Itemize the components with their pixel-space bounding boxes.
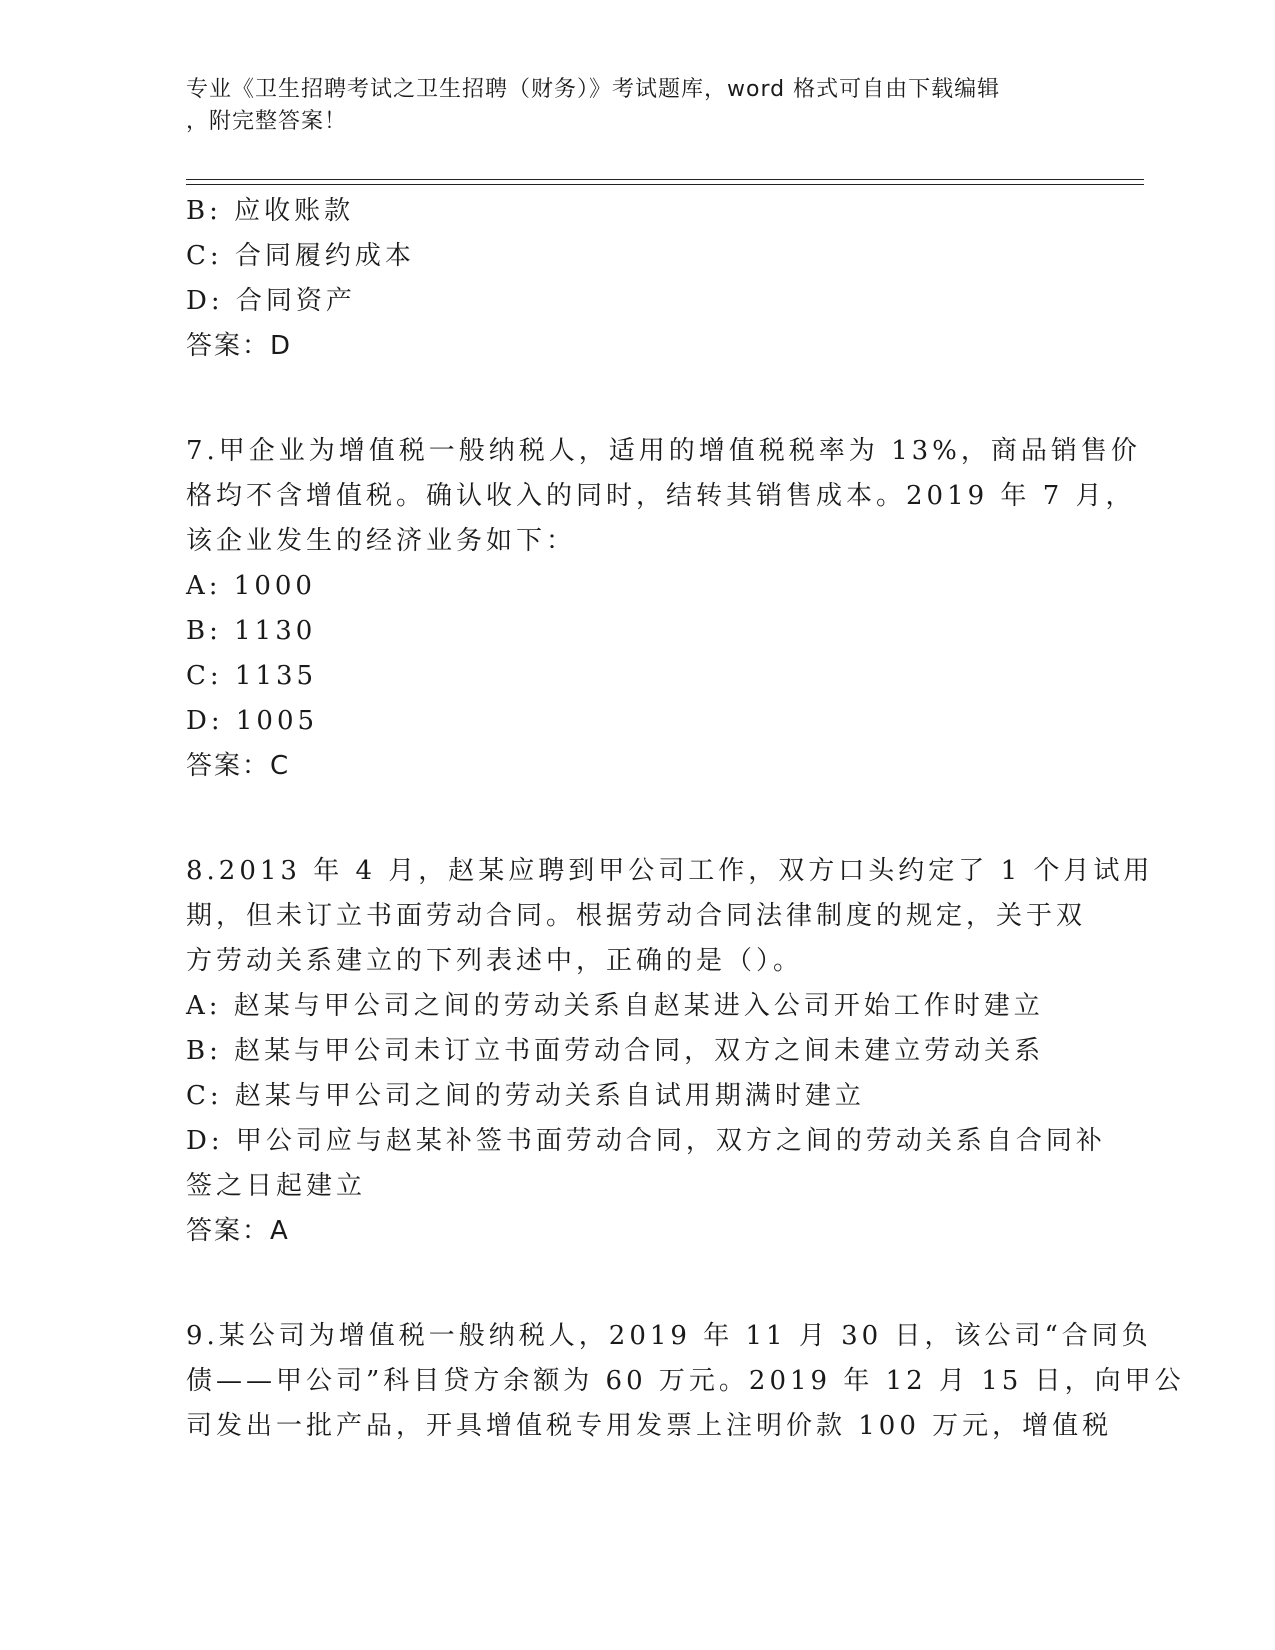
option-line: B: 赵某与甲公司未订立书面劳动合同，双方之间未建立劳动关系 xyxy=(186,1036,1045,1066)
answer-line: 答案：A xyxy=(186,1216,290,1246)
block-spacer xyxy=(186,369,1086,429)
option-line: D: 甲公司应与赵某补签书面劳动合同，双方之间的劳动关系自合同补 xyxy=(186,1126,1106,1156)
option-line: B: 应收账款 xyxy=(186,196,355,226)
option-line: A: 赵某与甲公司之间的劳动关系自赵某进入公司开始工作时建立 xyxy=(186,991,1044,1021)
question-text-line: 司发出一批产品，开具增值税专用发票上注明价款 100 万元，增值税 xyxy=(186,1411,1113,1441)
question-block-q6-tail xyxy=(186,189,1086,369)
question-block-q7 xyxy=(186,429,1141,789)
option-line: C: 1135 xyxy=(186,661,318,691)
option-line: A: 1000 xyxy=(186,571,316,601)
block-spacer xyxy=(186,789,1086,849)
header-divider-top xyxy=(186,179,1144,180)
option-line: C: 赵某与甲公司之间的劳动关系自试用期满时建立 xyxy=(186,1081,865,1111)
question-text-line: 该企业发生的经济业务如下： xyxy=(186,526,577,556)
question-block-q9 xyxy=(186,1314,1185,1449)
option-line: B: 1130 xyxy=(186,616,317,646)
block-spacer xyxy=(186,1254,1086,1314)
header-text-line-2: ，附完整答案！ xyxy=(186,109,348,134)
question-text-line: 9.某公司为增值税一般纳税人，2019 年 11 月 30 日，该公司“合同负 xyxy=(186,1321,1152,1351)
question-text-line: 期，但未订立书面劳动合同。根据劳动合同法律制度的规定，关于双 xyxy=(186,901,1087,931)
question-text-line: 格均不含增值税。确认收入的同时，结转其销售成本。2019 年 7 月， xyxy=(186,481,1136,511)
question-content xyxy=(186,189,1185,1449)
question-text-line: 8.2013 年 4 月，赵某应聘到甲公司工作，双方口头约定了 1 个月试用 xyxy=(186,856,1154,886)
header-divider-bottom xyxy=(186,184,1144,185)
option-line: 签之日起建立 xyxy=(186,1171,367,1201)
question-text-line: 方劳动关系建立的下列表述中，正确的是（）。 xyxy=(186,946,804,976)
question-text-line: 债——甲公司”科目贷方余额为 60 万元。2019 年 12 月 15 日，向甲公 xyxy=(186,1366,1185,1396)
question-text-line: 7.甲企业为增值税一般纳税人，适用的增值税税率为 13%，商品销售价 xyxy=(186,436,1141,466)
answer-line: 答案：C xyxy=(186,751,291,781)
answer-line: 答案：D xyxy=(186,331,293,361)
option-line: D: 1005 xyxy=(186,706,319,736)
option-line: D: 合同资产 xyxy=(186,286,356,316)
document-header xyxy=(186,74,1066,138)
option-line: C: 合同履约成本 xyxy=(186,241,415,271)
header-text-line-1: 专业《卫生招聘考试之卫生招聘（财务）》考试题库，word 格式可自由下载编辑 xyxy=(186,77,1001,102)
question-block-q8 xyxy=(186,849,1154,1254)
